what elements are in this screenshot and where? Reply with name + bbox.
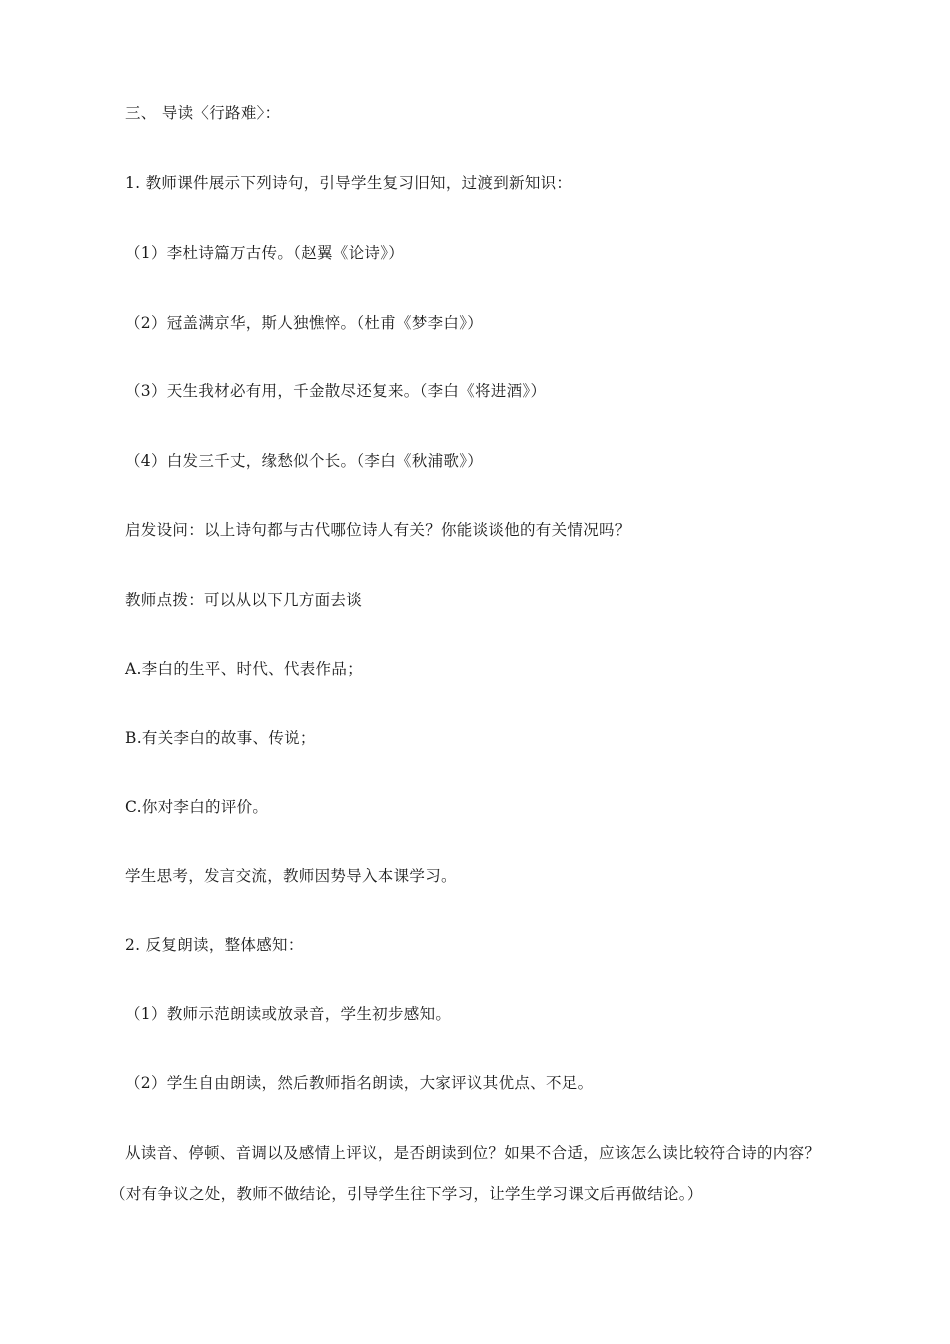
question-text: 启发设问：以上诗句都与古代哪位诗人有关？你能谈谈他的有关情况吗？ [125,521,631,539]
aspect-item-b: B.有关李白的故事、传说； [125,729,316,747]
aspect-item-a: A.李白的生平、时代、代表作品； [125,660,363,678]
evaluation-text-line-1: 从读音、停顿、音调以及感情上评议，是否朗读到位？如果不合适，应该怎么读比较符合诗的内容？ [125,1144,821,1162]
evaluation-text-line-2: （对有争议之处，教师不做结论，引导学生往下学习，让学生学习课文后再做结论。） [110,1185,703,1203]
poem-line-3: （3）天生我材必有用，千金散尽还复来。（李白《将进酒》） [125,382,547,400]
poem-line-1: （1）李杜诗篇万古传。（赵翼《论诗》） [125,244,405,262]
teacher-hint-text: 教师点拨：可以从以下几方面去谈 [125,591,363,609]
step-1-heading: 1. 教师课件展示下列诗句，引导学生复习旧知，过渡到新知识： [125,174,573,192]
reading-step-2: （2）学生自由朗读，然后教师指名朗读，大家评议其优点、不足。 [125,1074,594,1092]
step-2-heading: 2. 反复朗读，整体感知： [125,936,304,954]
poem-line-4: （4）白发三千丈，缘愁似个长。（李白《秋浦歌》） [125,452,484,470]
poem-line-2: （2）冠盖满京华，斯人独憔悴。（杜甫《梦李白》） [125,314,484,332]
reading-step-1: （1）教师示范朗读或放录音，学生初步感知。 [125,1005,452,1023]
student-activity-text: 学生思考，发言交流，教师因势导入本课学习。 [125,867,457,885]
section-heading: 三、 导读〈行路难〉： [125,104,281,122]
aspect-item-c: C.你对李白的评价。 [125,798,269,816]
